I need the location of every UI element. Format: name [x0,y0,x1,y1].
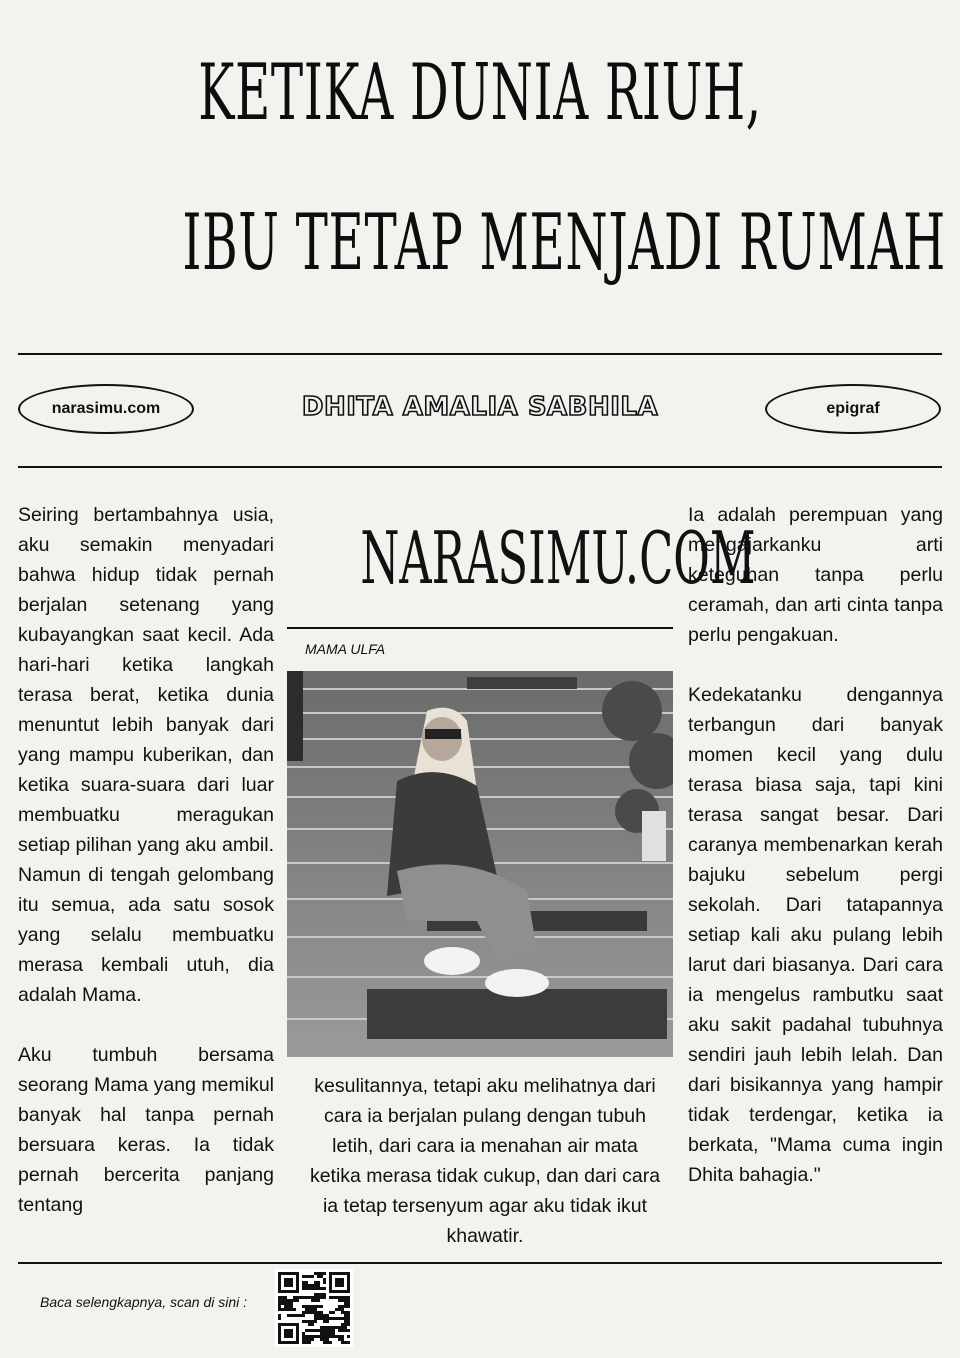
photo-mama-on-stairs [287,671,673,1057]
paragraph: Ia adalah perempuan yang mengajarkanku arti keteguhan tanpa perlu ceramah, dan arti cinta tanpa perlu pengakuan. [688,504,943,646]
masthead: NARASIMU.COM [360,516,756,600]
section-badge-label: epigraf [826,400,880,417]
section-badge [765,384,941,434]
top-divider [18,353,942,355]
paragraph: Kedekatanku dengannya terbangun dari banyak momen kecil yang dulu terasa biasa saja, tapi kini terasa sangat besar. Dari caranya membenarkan kerah bajuku sebelum pergi sekolah. Dari tatapannya setiap kali aku pulang lebih larut dari biasanya. Dari cara ia mengelus rambutku saat aku sakit padahal tubuhnya sendiri jauh lebih lelah. Dan dari bisikannya yang hampir tidak terdengar, ketika ia berkata, "Mama cuma ingin Dhita bahagia." [688,684,943,1186]
article-column-left [18,500,274,1220]
qr-code-icon [275,1269,353,1347]
paragraph: Aku tumbuh bersama seorang Mama yang memikul banyak hal tanpa pernah bersuara keras. Ia tidak pernah bercerita panjang tentang [18,1044,274,1216]
byline-divider [18,466,942,468]
paragraph: Seiring bertambahnya usia, aku semakin menyadari bahwa hidup tidak pernah berjalan setenang yang kubayangkan saat kecil. Ada hari-hari ketika langkah terasa berat, ketika dunia menuntut lebih banyak dari yang mampu kuberikan, dan ketika suara-suara dari luar membuatku meragukan setiap pilihan yang aku ambil. Namun di tengah gelombang itu semua, ada satu sosok yang selalu membuatku merasa kembali utuh, dia adalah Mama. [18,504,274,1006]
footer-divider [18,1262,942,1264]
paragraph: kesulitannya, tetapi aku melihatnya dari cara ia berjalan pulang dengan tubuh letih, dari cara ia menahan air mata ketika merasa tidak cukup, dan dari cara ia tetap tersenyum agar aku tidak ikut khawatir. [309,1075,661,1247]
headline-line-1: KETIKA DUNIA RIUH, [198,48,762,138]
qr-code[interactable] [275,1269,353,1347]
author-name: DHITA AMALIA SABHILA [301,392,659,422]
scan-instruction: Baca selengkapnya, scan di sini : [40,1294,248,1310]
stairs-photo-illustration [287,671,673,1057]
article-column-right [688,500,943,1220]
article-column-center [305,1071,665,1281]
headline-line-2: IBU TETAP MENJADI RUMAH [182,198,946,288]
site-badge-label: narasimu.com [51,400,161,417]
photo-caption: MAMA ULFA [305,641,386,657]
caption-divider [287,627,673,629]
